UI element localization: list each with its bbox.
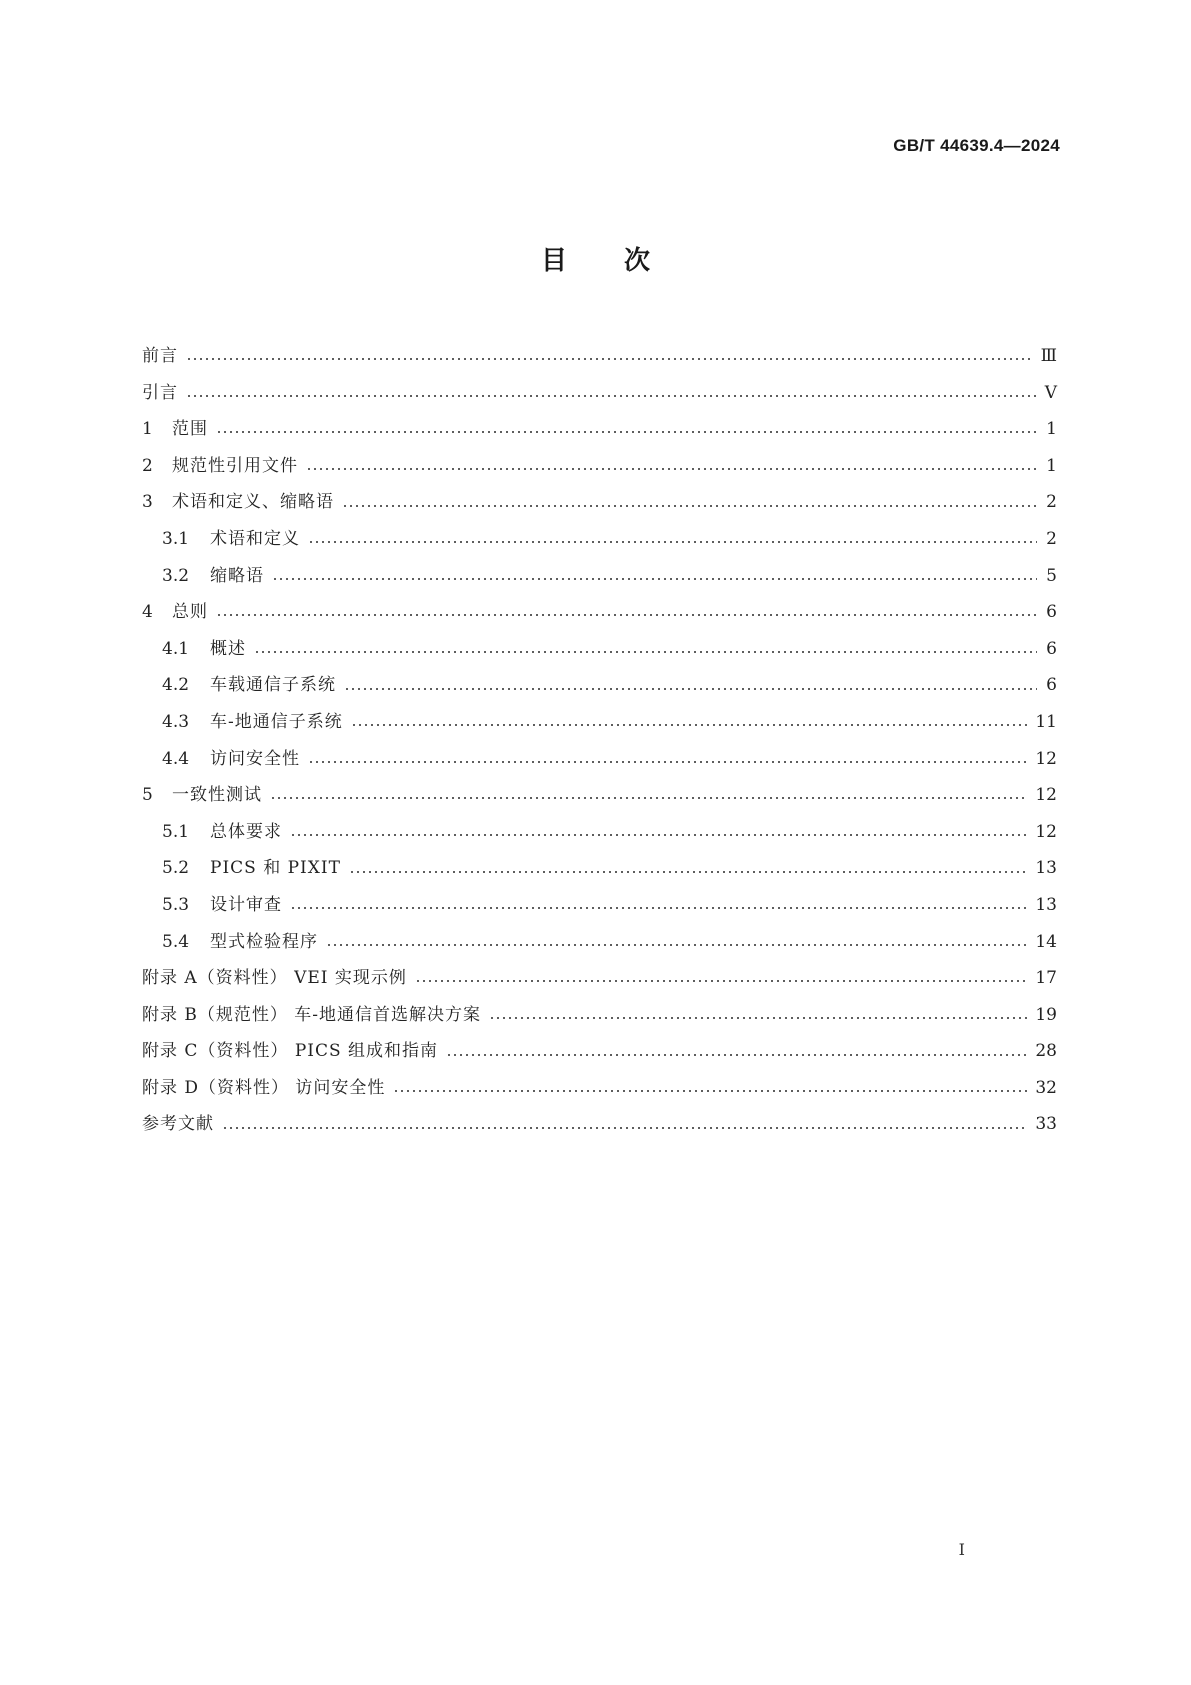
toc-entry-number: 5.4: [162, 931, 190, 952]
toc-title: 目 次: [540, 246, 651, 276]
toc-entry-page: 6: [1046, 675, 1057, 696]
toc-entry-number: 2: [142, 455, 153, 476]
toc-entry-page: 12: [1035, 748, 1057, 769]
toc-entry-label: 参考文献: [142, 1114, 214, 1135]
toc-entry-label: 引言: [142, 382, 178, 403]
toc-entry-page: 1: [1046, 455, 1057, 476]
toc-entry-label: 附录 B（规范性） 车-地通信首选解决方案: [142, 1004, 482, 1025]
dot-leader: [326, 944, 1027, 946]
dot-leader: [306, 468, 1037, 470]
toc-entry[interactable]: [142, 850, 1057, 887]
toc-entry-label: 车-地通信子系统: [210, 711, 343, 732]
toc-entry-page: 12: [1035, 785, 1057, 806]
toc-entry[interactable]: [142, 631, 1057, 668]
dot-leader: [222, 1127, 1027, 1129]
toc-entry-number: 5.2: [162, 858, 190, 879]
toc-entry-page: 32: [1035, 1077, 1057, 1098]
dot-leader: [349, 871, 1027, 873]
dot-leader: [308, 761, 1027, 763]
toc-entry[interactable]: [142, 777, 1057, 814]
toc-entry-page: 12: [1035, 821, 1057, 842]
toc-entry[interactable]: [142, 960, 1057, 997]
toc-entry[interactable]: [142, 997, 1057, 1034]
toc-entry[interactable]: [142, 558, 1057, 595]
toc-entry-page: 17: [1035, 968, 1057, 989]
toc-entry-label: 附录 C（资料性） PICS 组成和指南: [142, 1041, 439, 1062]
dot-leader: [216, 614, 1037, 616]
toc-entry-label: 附录 D（资料性） 访问安全性: [142, 1077, 386, 1098]
toc-entry-page: 2: [1046, 492, 1057, 513]
toc-entry-page: 13: [1035, 894, 1057, 915]
dot-leader: [393, 1090, 1027, 1092]
toc-entry-number: 4.1: [162, 638, 190, 659]
toc-entry-number: 3.2: [162, 565, 190, 586]
toc-entry[interactable]: [142, 667, 1057, 704]
dot-leader: [216, 431, 1037, 433]
toc-entry-number: 5.3: [162, 894, 190, 915]
dot-leader: [342, 505, 1037, 507]
toc-entry-page: 11: [1035, 711, 1057, 732]
toc-entry-number: 3: [142, 492, 153, 513]
toc-entry-label: 规范性引用文件: [172, 455, 298, 476]
dot-leader: [186, 358, 1033, 360]
toc-entry-page: 6: [1046, 602, 1057, 623]
toc-entry[interactable]: [142, 594, 1057, 631]
toc-entry[interactable]: [142, 741, 1057, 778]
toc-entry-label: 型式检验程序: [210, 931, 318, 952]
toc-entry-label: 前言: [142, 346, 178, 366]
toc-entry-label: 车载通信子系统: [210, 675, 336, 696]
toc-entry-page: 5: [1046, 565, 1057, 586]
dot-leader: [270, 797, 1027, 799]
dot-leader: [415, 980, 1027, 982]
toc-entry-page: 19: [1035, 1004, 1057, 1025]
dot-leader: [351, 724, 1028, 726]
toc-entry-label: 一致性测试: [172, 785, 262, 806]
toc-entry-number: 4.2: [162, 675, 190, 696]
dot-leader: [344, 688, 1037, 690]
toc-entry-number: 1: [142, 419, 153, 440]
toc-entry-page: Ⅴ: [1044, 382, 1057, 403]
toc-entry-page: 14: [1035, 931, 1057, 952]
dot-leader: [254, 651, 1037, 653]
page-number: Ⅰ: [958, 1540, 965, 1559]
toc-entry-number: 4.4: [162, 748, 190, 769]
toc-entry[interactable]: [142, 1070, 1057, 1107]
toc-entry-number: 4.3: [162, 711, 190, 732]
toc-entry[interactable]: [142, 1033, 1057, 1070]
toc-entry-page: Ⅲ: [1040, 346, 1057, 366]
toc-entry[interactable]: [142, 338, 1057, 375]
toc-entry[interactable]: [142, 521, 1057, 558]
toc-entry-label: PICS 和 PIXIT: [210, 858, 341, 879]
toc-entry-number: 5: [142, 785, 153, 806]
dot-leader: [290, 907, 1027, 909]
dot-leader: [186, 395, 1037, 397]
toc-entry-label: 设计审查: [210, 894, 282, 915]
table-of-contents: [142, 338, 1057, 1143]
toc-entry[interactable]: [142, 887, 1057, 924]
toc-entry-label: 附录 A（资料性） VEI 实现示例: [142, 968, 407, 989]
toc-entry[interactable]: [142, 484, 1057, 521]
dot-leader: [290, 834, 1027, 836]
toc-entry-label: 访问安全性: [210, 748, 300, 769]
toc-entry-label: 总体要求: [210, 821, 282, 842]
toc-entry-label: 概述: [210, 638, 246, 659]
toc-entry[interactable]: [142, 814, 1057, 851]
toc-entry[interactable]: [142, 448, 1057, 485]
toc-entry-label: 术语和定义、缩略语: [172, 492, 334, 513]
dot-leader: [272, 578, 1037, 580]
standard-code: GB/T 44639.4—2024: [893, 136, 1060, 155]
dot-leader: [308, 541, 1037, 543]
toc-entry[interactable]: [142, 411, 1057, 448]
dot-leader: [446, 1054, 1027, 1056]
toc-entry-label: 总则: [172, 602, 208, 623]
toc-entry-label: 范围: [172, 419, 208, 440]
toc-entry[interactable]: [142, 375, 1057, 412]
toc-entry[interactable]: [142, 704, 1057, 741]
toc-entry-page: 13: [1035, 858, 1057, 879]
toc-entry-page: 1: [1046, 419, 1057, 440]
toc-entry[interactable]: [142, 1106, 1057, 1143]
dot-leader: [489, 1017, 1027, 1019]
toc-entry-number: 5.1: [162, 821, 190, 842]
toc-entry-label: 术语和定义: [210, 528, 300, 549]
toc-entry-page: 6: [1046, 638, 1057, 659]
toc-entry-page: 28: [1035, 1041, 1057, 1062]
toc-entry-label: 缩略语: [210, 565, 264, 586]
toc-entry[interactable]: [142, 924, 1057, 961]
toc-entry-page: 33: [1035, 1114, 1057, 1135]
toc-entry-page: 2: [1046, 528, 1057, 549]
toc-entry-number: 4: [142, 602, 153, 623]
toc-entry-number: 3.1: [162, 528, 190, 549]
